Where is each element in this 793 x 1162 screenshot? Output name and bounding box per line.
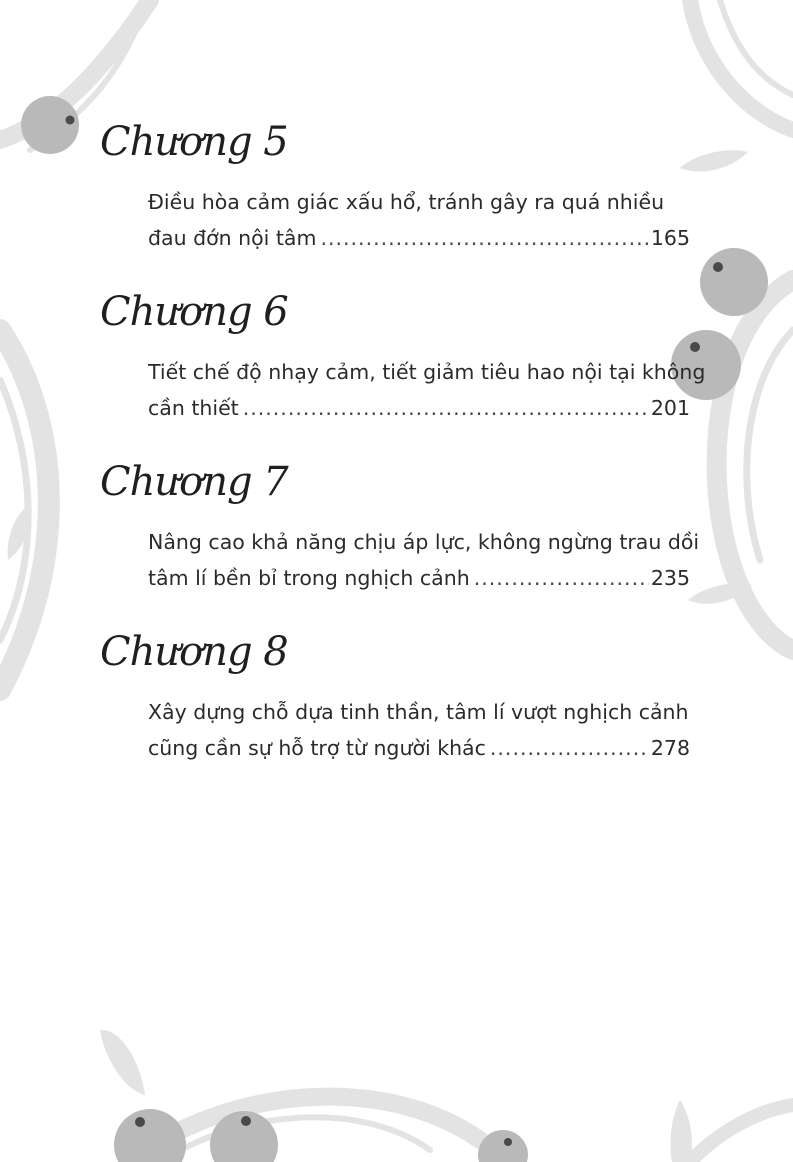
entry-title-line-1: Điều hòa cảm giác xấu hổ, tránh gây ra quá nhiều bbox=[148, 190, 665, 214]
dot-leader bbox=[243, 390, 649, 426]
page-number: 165 bbox=[650, 226, 690, 250]
entry-title-text: tâm lí bền bỉ trong nghịch cảnh bbox=[148, 566, 470, 590]
chapter-heading: Chương 8 bbox=[100, 629, 288, 675]
dot-leader bbox=[474, 560, 649, 596]
dot-leader bbox=[320, 220, 648, 256]
toc-chapter-7 bbox=[100, 454, 700, 596]
toc-chapter-8 bbox=[100, 624, 700, 766]
entry-title-line-2 bbox=[148, 220, 690, 256]
entry-title-line-2 bbox=[148, 390, 690, 426]
toc-chapter-5 bbox=[100, 114, 700, 256]
entry-title-text: đau đớn nội tâm bbox=[148, 226, 317, 250]
toc-chapter-6 bbox=[100, 284, 706, 426]
toc-entry[interactable] bbox=[148, 694, 690, 766]
chapter-heading: Chương 5 bbox=[100, 119, 288, 165]
chapter-heading: Chương 7 bbox=[100, 459, 288, 505]
entry-title-text: cũng cần sự hỗ trợ từ người khác bbox=[148, 736, 486, 760]
toc-entry[interactable] bbox=[148, 184, 690, 256]
entry-title-text: cần thiết bbox=[148, 396, 239, 420]
entry-title-line-1: Tiết chế độ nhạy cảm, tiết giảm tiêu hao nội tại không bbox=[148, 360, 706, 384]
page-number: 278 bbox=[650, 736, 690, 760]
entry-title-line-1: Xây dựng chỗ dựa tinh thần, tâm lí vượt nghịch cảnh bbox=[148, 700, 689, 724]
toc-entry[interactable] bbox=[148, 354, 706, 426]
entry-title-line-1: Nâng cao khả năng chịu áp lực, không ngừng trau dồi bbox=[148, 530, 700, 554]
toc-entry[interactable] bbox=[148, 524, 700, 596]
page-number: 201 bbox=[650, 396, 690, 420]
page-number: 235 bbox=[650, 566, 690, 590]
entry-title-line-2 bbox=[148, 730, 690, 766]
chapter-heading: Chương 6 bbox=[100, 289, 288, 335]
entry-title-line-2 bbox=[148, 560, 690, 596]
dot-leader bbox=[490, 730, 649, 766]
